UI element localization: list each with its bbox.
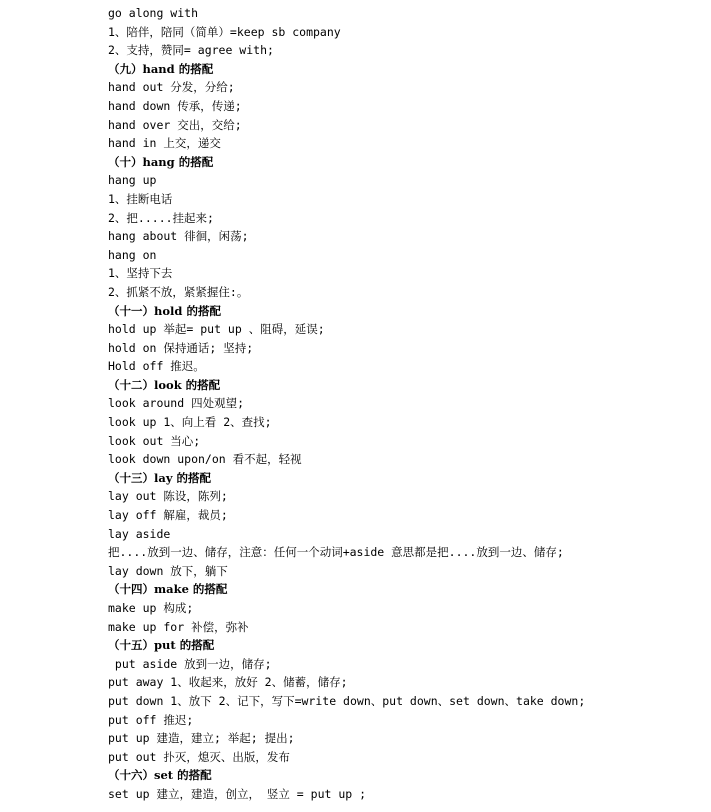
phrase-line: hang up bbox=[108, 173, 157, 188]
section-heading: （十二）look 的搭配 bbox=[108, 377, 221, 392]
phrase-line: hand over 交出，交给; bbox=[108, 117, 242, 132]
section-heading: （十四）make 的搭配 bbox=[108, 582, 228, 597]
section-heading: （十）hang 的搭配 bbox=[108, 154, 214, 169]
phrase-line: put off 推迟; bbox=[108, 712, 194, 727]
phrase-line: hand in 上交，递交 bbox=[108, 136, 221, 151]
phrase-line: lay off 解雇，裁员; bbox=[108, 508, 228, 523]
phrase-line: 把....放到一边、储存，注意：任何一个动词+aside 意思都是把....放到一边、储存; bbox=[108, 545, 564, 560]
phrase-line: 1、坚持下去 bbox=[108, 266, 173, 281]
document-body bbox=[108, 4, 698, 804]
phrase-line: set up 建立，建造，创立， 竖立 = put up ; bbox=[108, 786, 367, 801]
phrase-line: 1、陪伴，陪同（简单）=keep sb company bbox=[108, 24, 341, 39]
phrase-line: look up 1、向上看 2、查找; bbox=[108, 415, 272, 430]
phrase-line: hand down 传承，传递; bbox=[108, 98, 242, 113]
section-heading: （九）hand 的搭配 bbox=[108, 61, 214, 76]
section-heading: （十五）put 的搭配 bbox=[108, 638, 215, 653]
phrase-line: hold up 举起= put up 、阻碍，延误; bbox=[108, 322, 325, 337]
phrase-line: hand out 分发，分给; bbox=[108, 80, 235, 95]
phrase-line: hold on 保持通话; 坚持; bbox=[108, 340, 254, 355]
phrase-line: hang on bbox=[108, 247, 157, 262]
phrase-line: look around 四处观望; bbox=[108, 396, 245, 411]
phrase-line: put away 1、收起来，放好 2、储蓄，储存; bbox=[108, 675, 348, 690]
phrase-line: put out 扑灭，熄灭、出版，发布 bbox=[108, 749, 290, 764]
phrase-line: lay aside bbox=[108, 526, 171, 541]
phrase-line: hang about 徘徊，闲荡; bbox=[108, 229, 249, 244]
phrase-line: make up 构成; bbox=[108, 601, 194, 615]
phrase-line: 2、支持，赞同= agree with; bbox=[108, 43, 274, 58]
phrase-line: look out 当心; bbox=[108, 433, 201, 448]
phrase-line: put down 1、放下 2、记下，写下=write down、put down、set down、take down; bbox=[108, 693, 586, 708]
phrase-line: Hold off 推迟。 bbox=[108, 359, 205, 374]
section-heading: （十六）set 的搭配 bbox=[108, 768, 212, 783]
phrase-line: go along with bbox=[108, 6, 199, 20]
phrase-line: 2、抓紧不放，紧紧握住:。 bbox=[108, 284, 249, 299]
phrase-line: put up 建造，建立; 举起; 提出; bbox=[108, 731, 295, 746]
phrase-line: put aside 放到一边，储存; bbox=[108, 656, 272, 671]
phrase-line: lay out 陈设，陈列; bbox=[108, 489, 228, 504]
section-heading: （十三）lay 的搭配 bbox=[108, 470, 212, 485]
phrase-line: look down upon/on 看不起，轻视 bbox=[108, 452, 302, 467]
phrase-line: make up for 补偿，弥补 bbox=[108, 619, 249, 634]
phrase-line: lay down 放下，躺下 bbox=[108, 563, 228, 578]
section-heading: （十一）hold 的搭配 bbox=[108, 303, 221, 318]
phrase-line: 1、挂断电话 bbox=[108, 191, 173, 206]
phrase-line: 2、把.....挂起来; bbox=[108, 210, 214, 225]
